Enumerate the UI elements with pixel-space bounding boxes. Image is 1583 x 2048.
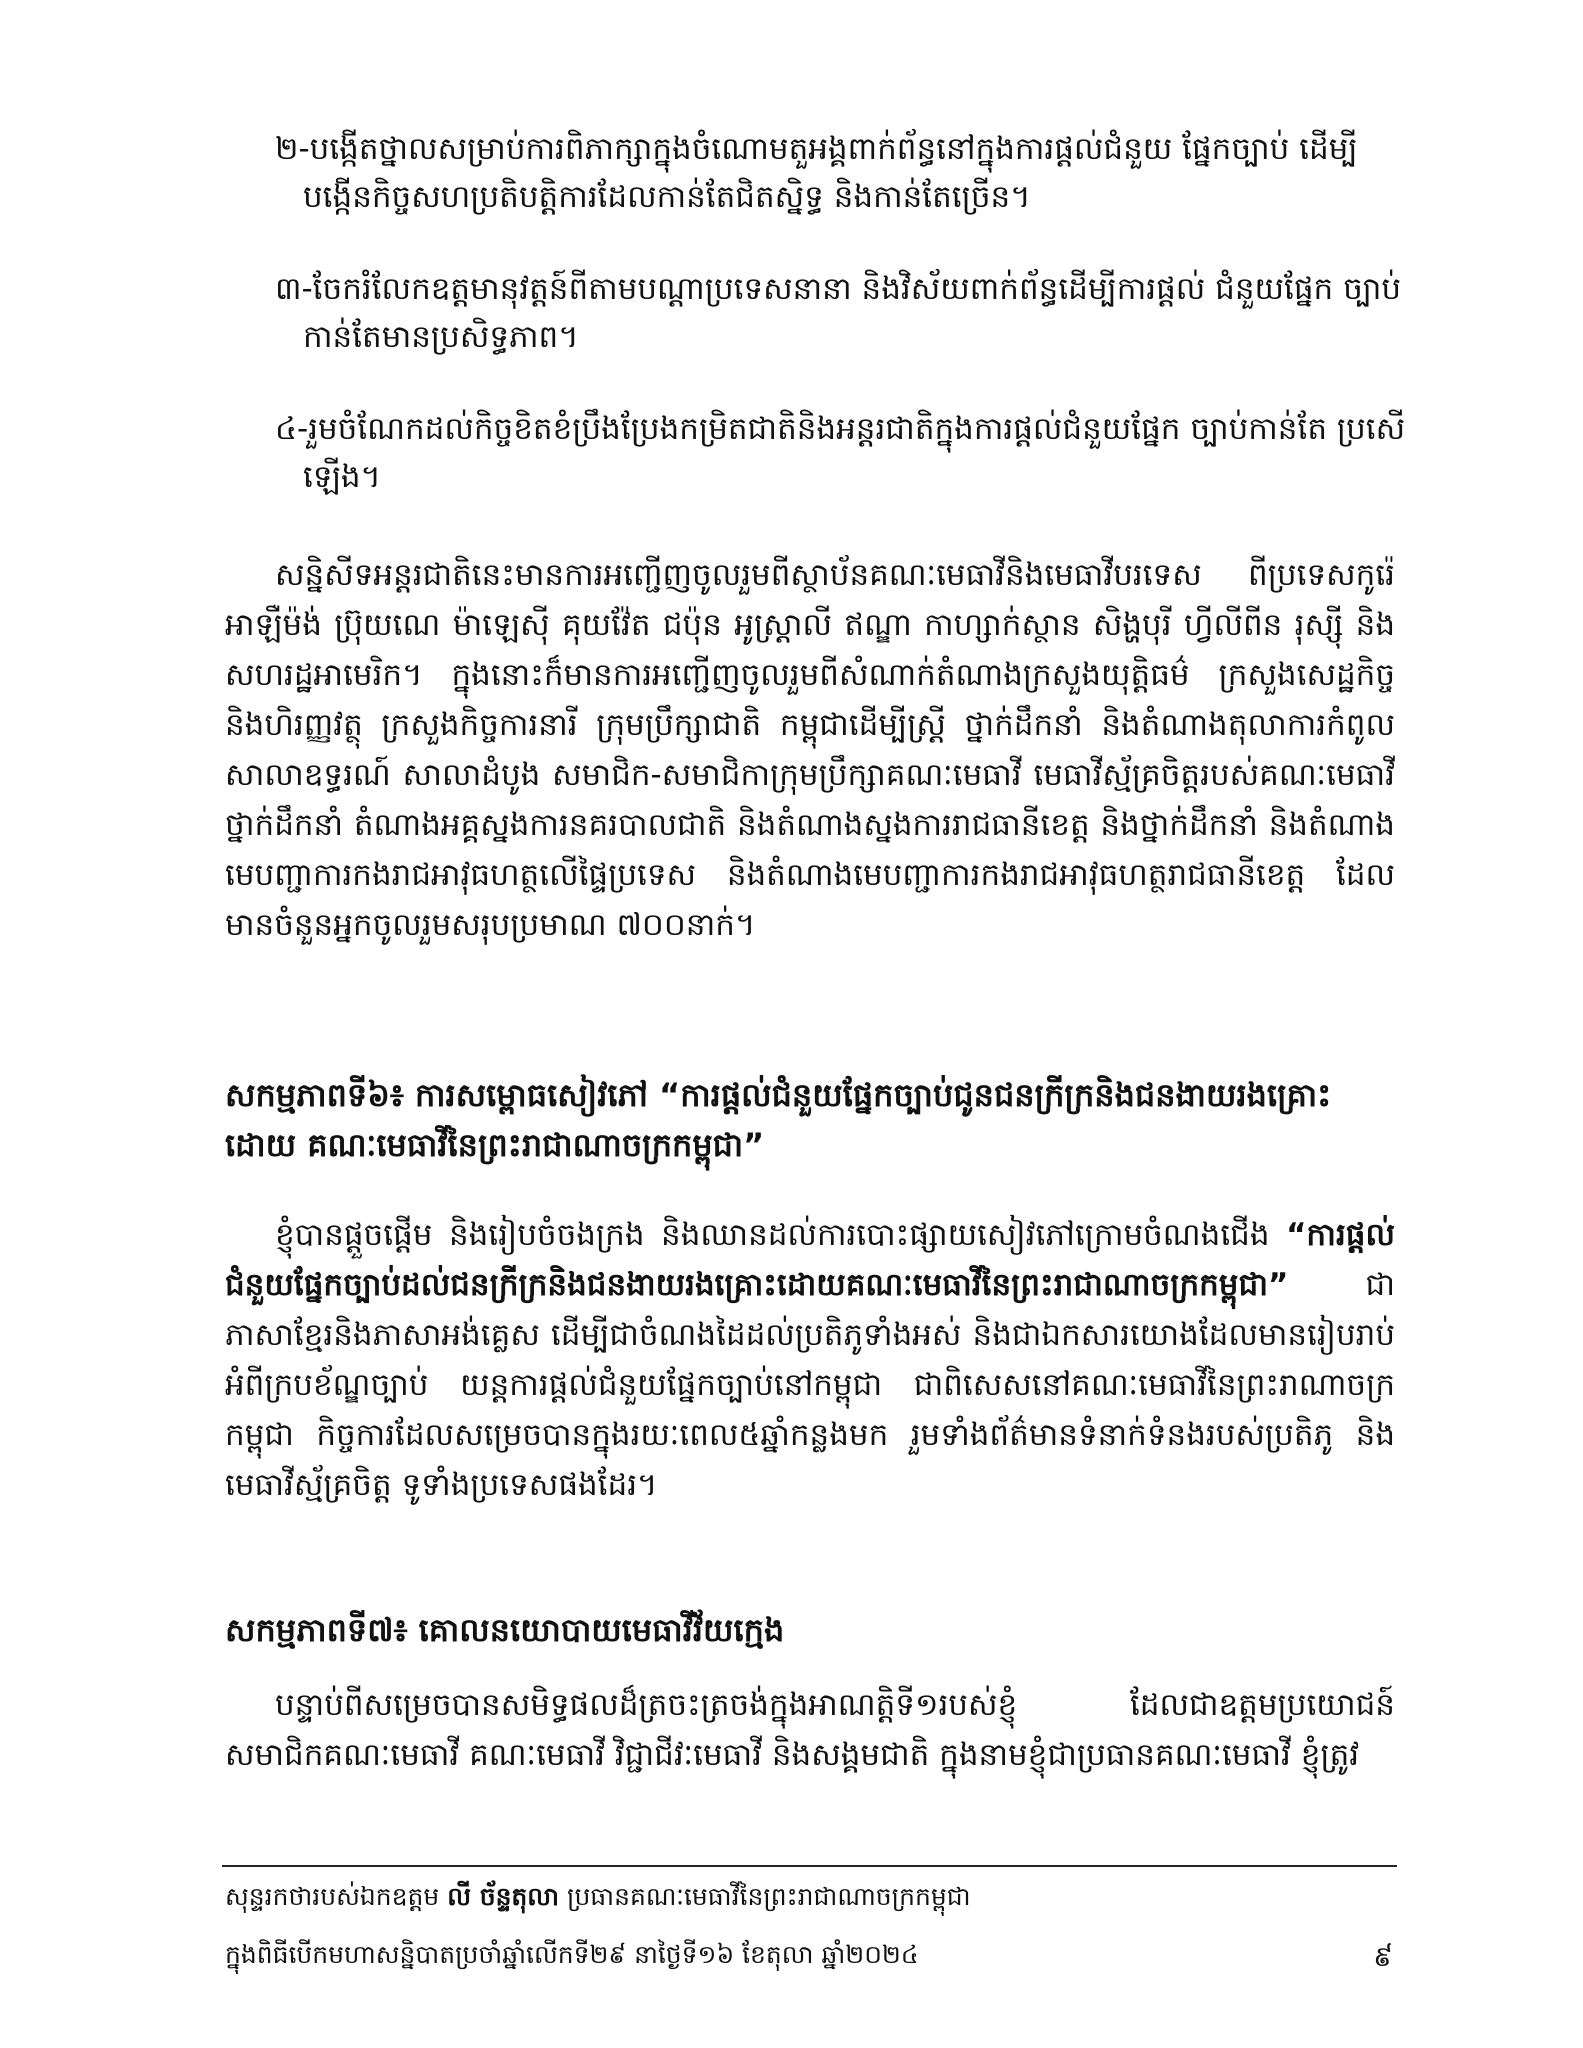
footer-event-line: ក្នុងពិធីបើកមហាសន្និបាតប្រចាំឆ្នាំលើកទី២៩ នាថ្ងៃទី១៦ ខែតុលា ឆ្នាំ២០២៤ (225, 1940, 919, 1969)
footer-text: ប្រធានគណៈមេធាវីនៃព្រះរាជាណាចក្រកម្ពុជា (559, 1882, 971, 1911)
page-number: ៩ (1373, 1940, 1393, 1973)
footer-speaker-name: លី ច័ន្ទតុលា (447, 1882, 560, 1911)
footer-speech-title (225, 1880, 1325, 1914)
paragraph-conference-participants: សន្និសីទអន្តរជាតិនេះមានការអញ្ជើញចូលរួមពីស្ថាប័នគណៈមេធាវីនិងមេធាវីបរទេស ពីប្រទេសកូរ៉េ អាឡឺម៉ង់ ប៊្រុយណេ ម៉ាឡេស៊ី គុយវ៉ែត ជប៉ុន អូស្ត្រាលី ឥណ្ឌា កាហ្សាក់ស្ថាន សិង្ហបុរី ហ្វីលីពីន រុស្ស៊ី និង សហរដ្ឋអាមេរិក។ ក្នុងនោះក៏មានការអញ្ជើញចូលរួមពីសំណាក់តំណាងក្រសួងយុត្តិធម៌ ក្រសួងសេដ្ឋកិច្ច និងហិរញ្ញវត្ថុ ក្រសួងកិច្ចការនារី ក្រុមប្រឹក្សាជាតិ កម្ពុជាដើម្បីស្ត្រី ថ្នាក់ដឹកនាំ និងតំណាងតុលាការកំពូល សាលាឧទ្ធរណ៍ សាលាដំបូង សមាជិក-សមាជិកាក្រុមប្រឹក្សាគណៈមេធាវី មេធាវីស្ម័គ្រចិត្តរបស់គណៈមេធាវី ថ្នាក់ដឹកនាំ តំណាងអគ្គស្នងការនគរបាលជាតិ និងតំណាងស្នងការរាជធានីខេត្ត និងថ្នាក់ដឹកនាំ និងតំណាង មេបញ្ជាការកងរាជអាវុធហត្ថលើផ្ទៃប្រទេស និងតំណាងមេបញ្ជាការកងរាជអាវុធហត្ថរាជធានីខេត្ត ដែល មានចំនួនអ្នកចូលរួមសរុបប្រមាណ ៧០០នាក់។ (225, 557, 1395, 943)
paragraph-book-launch (225, 1210, 1395, 1510)
list-item-4 (275, 405, 1423, 501)
list-item-3 (275, 265, 1423, 361)
section-heading-activity-7: សកម្មភាពទី៧៖ គោលនយោបាយមេធាវីវ័យក្មេង (225, 1611, 785, 1649)
list-item-2 (275, 125, 1423, 221)
paragraph-text: ខ្ញុំបានផ្តួចផ្តើម និងរៀបចំចងក្រង និងឈានដល់ការបោះផ្សាយសៀវភៅក្រោមចំណងជើង (275, 1217, 1270, 1253)
list-item-text: ៤-រួមចំណែកដល់កិច្ចខិតខំប្រឹងប្រែងកម្រិតជាតិនិងអន្តរជាតិក្នុងការផ្តល់ជំនួយផ្នែក ច្បាប់កាន់តែ ប្រសើឡើង។ (275, 411, 1406, 495)
list-item-text: ៣-ចែករំលែកឧត្តមានុវត្តន៍ពីតាមបណ្តាប្រទេសនានា និងវិស័យពាក់ព័ន្ធដើម្បីការផ្តល់ ជំនួយផ្នែក ច្បាប់កាន់តែមានប្រសិទ្ធភាព។ (275, 271, 1402, 355)
footer-text: សុន្ទរកថារបស់ឯកឧត្តម (225, 1882, 448, 1911)
list-item-text: ២-បង្កើតថ្នាលសម្រាប់ការពិភាក្សាក្នុងចំណោមតួអង្គពាក់ព័ន្ធនៅក្នុងការផ្តល់ជំនួយ ផ្នែកច្បាប់ ដើម្បីបង្កើនកិច្ចសហប្រតិបត្តិការដែលកាន់តែជិតស្និទ្ធ និងកាន់តែច្រើន។ (275, 131, 1358, 215)
paragraph-text: ជាភាសាខ្មែរនិងភាសាអង់គ្លេស ដើម្បីជាចំណងដៃដល់ប្រតិភូទាំងអស់ និងជាឯកសារយោងដែលមានរៀបរាប់ អំពីក្របខ័ណ្ឌច្បាប់ យន្តការផ្តល់ជំនួយផ្នែកច្បាប់នៅកម្ពុជា ជាពិសេសនៅគណៈមេធាវីនៃព្រះរាណាចក្រកម្ពុជា កិច្ចការដែលសម្រេចបានក្នុងរយៈពេល៥ឆ្នាំកន្លងមក រួមទាំងព័ត៌មានទំនាក់ទំនងរបស់ប្រតិភូ និងមេធាវីស្ម័គ្រចិត្ត ទូទាំងប្រទេសផងដែរ។ (225, 1267, 1395, 1503)
book-title: “ការផ្តល់ជំនួយផ្នែកច្បាប់ដល់ជនក្រីក្រនិងជនងាយរងគ្រោះដោយគណៈមេធាវីនៃព្រះរាជាណាចក្រកម្ពុជា” (225, 1217, 1395, 1303)
paragraph-young-lawyer-policy: បន្ទាប់ពីសម្រេចបានសមិទ្ធផលដ៏ត្រចះត្រចង់ក្នុងអាណត្តិទី១របស់ខ្ញុំ ដែលជាឧត្តមប្រយោជន៍ សមាជិកគណៈមេធាវី គណៈមេធាវី វិជ្ជាជីវៈមេធាវី និងសង្គមជាតិ ក្នុងនាមខ្ញុំជាប្រធានគណៈមេធាវី ខ្ញុំត្រូវ (225, 1687, 1395, 1773)
footer-divider (222, 1865, 1397, 1867)
section-heading-activity-6: សកម្មភាពទី៦៖ ការសម្ពោធសៀវភៅ “ការផ្តល់ជំនួយផ្នែកច្បាប់ជូនជនក្រីក្រនិងជនងាយរងគ្រោះដោយ គណៈមេធាវីនៃព្រះរាជាណាចក្រកម្ពុជា” (225, 1076, 1332, 1164)
